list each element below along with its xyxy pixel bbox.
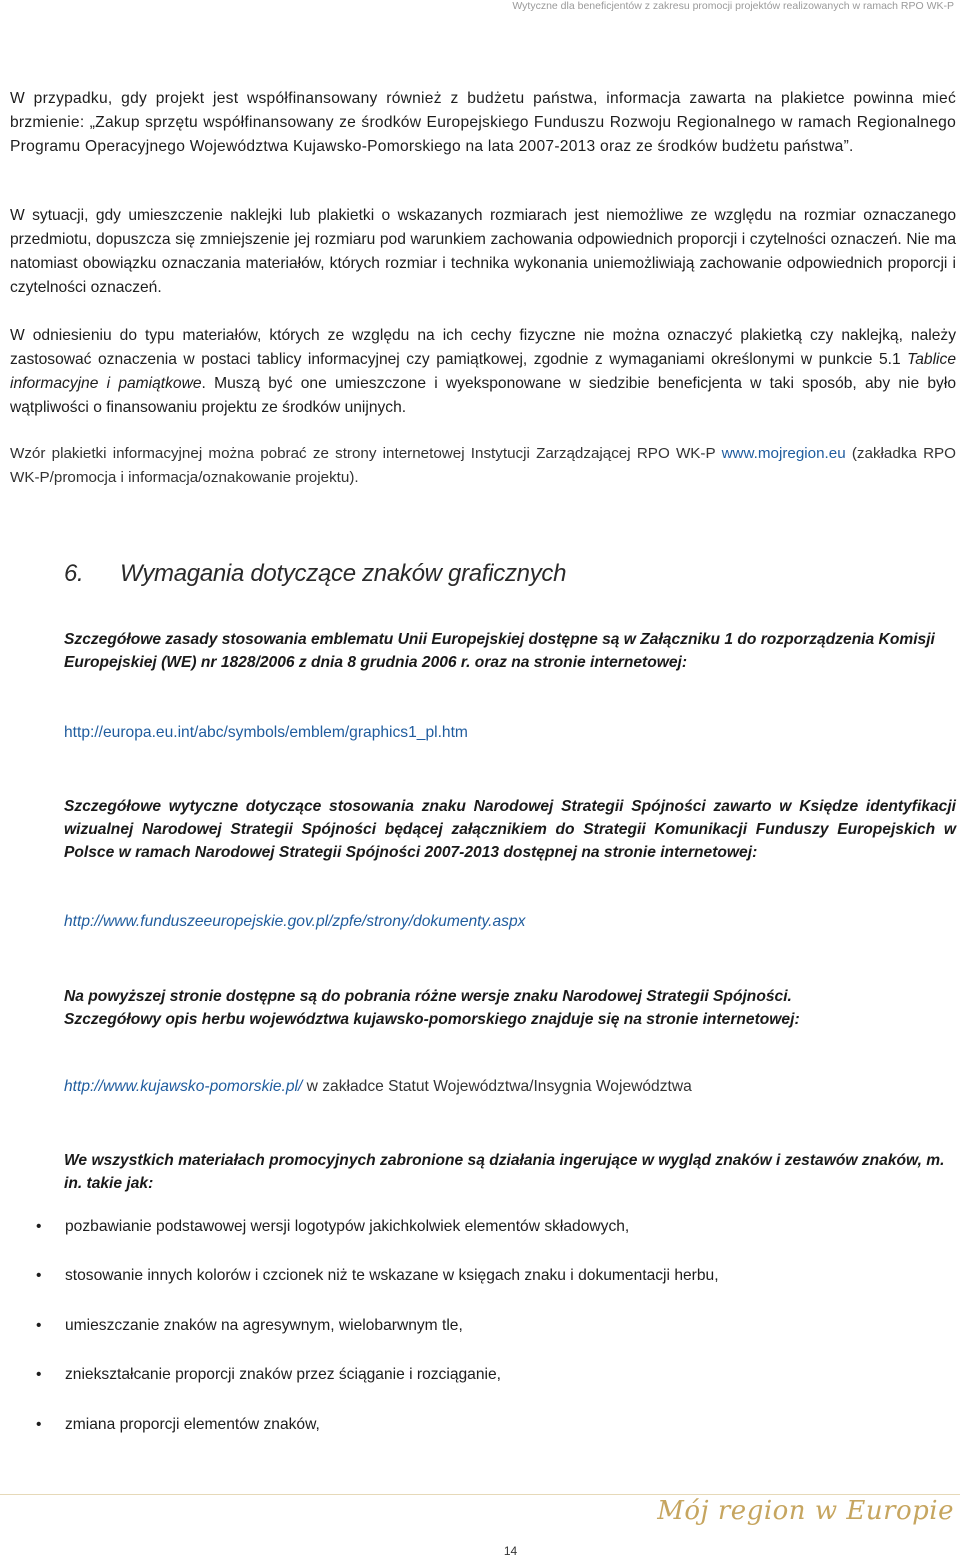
p3-italic-reference: Tablice informacyjne i pamiątkowe xyxy=(10,351,956,392)
section-title: Wymagania dotyczące znaków graficznych xyxy=(120,559,567,587)
list-item xyxy=(36,1317,463,1335)
p3-text-start: W odniesieniu do typu materiałów, których ze względu na ich cechy fizyczne nie można oznaczyć plakietką czy naklejką, należy zastosować oznaczenia w postaci tablicy informacyjnej czy pamiątkowej, zgodnie z wymaganiami określonymi w punkcie 5.1 xyxy=(10,327,956,368)
kujawsko-pomorskie-link[interactable]: http://www.kujawsko-pomorskie.pl/ xyxy=(64,1078,303,1095)
list-item-text: zmiana proporcji elementów znaków, xyxy=(65,1416,320,1433)
bullet-icon: • xyxy=(36,1218,42,1235)
bullet-icon: • xyxy=(36,1267,42,1284)
nss-identity-rules: Szczegółowe wytyczne dotyczące stosowania znaku Narodowej Strategii Spójności zawarto w Księdze identyfikacji wizualnej Narodowej Strategii Spójności będącej załącznikiem do Strategii Komunikacji Funduszy Europejskich w Polsce w ramach Narodowej Strategii Spójności 2007-2013 dostępnej na stronie internetowej: xyxy=(64,798,956,861)
brand-logo: Mój region w Europie xyxy=(657,1496,954,1526)
bullet-icon: • xyxy=(36,1416,42,1433)
bullet-icon: • xyxy=(36,1317,42,1334)
paragraph-cofinancing: W przypadku, gdy projekt jest współfinansowany również z budżetu państwa, informacja zawarta na plakietce powinna mieć brzmienie: „Zakup sprzętu współfinansowany ze środków Europejskiego Funduszu Rozwoju Regionalnego w ramach Regionalnego Programu Operacyjnego Województwa Kujawsko-Pomorskiego na lata 2007-2013 oraz ze środków budżetu państwa”. xyxy=(10,90,956,155)
kujawsko-pomorskie-note: w zakładce Statut Województwa/Insygnia Województwa xyxy=(302,1078,692,1095)
running-header: Wytyczne dla beneficjentów z zakresu promocji projektów realizowanych w ramach RPO WK-P xyxy=(512,0,954,12)
b3-line-1: Na powyższej stronie dostępne są do pobrania różne wersje znaku Narodowej Strategii Spójności. xyxy=(64,988,792,1005)
p3-text-end: . Muszą być one umieszczone i wyeksponowane w siedzibie beneficjenta w taki sposób, aby nie było wątpliwości o finansowaniu projektu ze środków unijnych. xyxy=(10,375,956,416)
paragraph-information-board xyxy=(10,324,956,420)
fundusze-link[interactable]: http://www.funduszeeuropejskie.gov.pl/zpfe/strony/dokumenty.aspx xyxy=(64,913,526,930)
page-number: 14 xyxy=(503,1544,518,1558)
list-item xyxy=(36,1416,320,1434)
paragraph-sticker-size: W sytuacji, gdy umieszczenie naklejki lub plakietki o wskazanych rozmiarach jest niemożliwe ze względu na rozmiar oznaczanego przedmiotu, dopuszcza się zmniejszenie jej rozmiaru pod warunkiem zachowania odpowiednich proporcji i czytelności oznaczeń. Nie ma natomiast obowiązku oznaczania materiałów, których rozmiar i technika wykonania uniemożliwiają zachowanie odpowiednich proporcji i czytelności oznaczeń. xyxy=(10,207,956,296)
paragraph-template-download xyxy=(10,442,956,490)
list-item-text: stosowanie innych kolorów i czcionek niż te wskazane w księgach znaku i dokumentacji herbu, xyxy=(65,1267,719,1284)
nss-versions-and-coat-of-arms xyxy=(64,985,956,1031)
list-item-text: zniekształcanie proporcji znaków przez ściąganie i rozciąganie, xyxy=(65,1366,501,1383)
list-item xyxy=(36,1267,719,1285)
list-item-text: pozbawianie podstawowej wersji logotypów jakichkolwiek elementów składowych, xyxy=(65,1218,630,1235)
list-item xyxy=(36,1366,501,1384)
list-item-text: umieszczanie znaków na agresywnym, wielobarwnym tle, xyxy=(65,1317,463,1334)
section-number: 6. xyxy=(64,559,84,587)
p4-text-start: Wzór plakietki informacyjnej można pobrać ze strony internetowej Instytucji Zarządzającej RPO WK-P xyxy=(10,445,722,462)
b3-line-2: Szczegółowy opis herbu województwa kujawsko-pomorskiego znajduje się na stronie internetowej: xyxy=(64,1011,800,1028)
prohibited-actions-intro: We wszystkich materiałach promocyjnych zabronione są działania ingerujące w wygląd znaków i zestawów znaków, m. in. takie jak: xyxy=(64,1152,945,1192)
eu-emblem-rules: Szczegółowe zasady stosowania emblematu Unii Europejskiej dostępne są w Załączniku 1 do rozporządzenia Komisji Europejskiej (WE) nr 1828/2006 z dnia 8 grudnia 2006 r. oraz na stronie internetowej: xyxy=(64,631,935,671)
europa-link[interactable]: http://europa.eu.int/abc/symbols/emblem/graphics1_pl.htm xyxy=(64,724,468,741)
list-item xyxy=(36,1218,629,1236)
footer-divider xyxy=(0,1494,960,1495)
bullet-icon: • xyxy=(36,1366,42,1383)
section-heading xyxy=(64,560,566,588)
p4-text-end: (zakładka RPO WK-P/promocja i informacja/oznakowanie projektu). xyxy=(10,445,956,486)
kujawsko-pomorskie-line xyxy=(64,1078,692,1096)
mojregion-link[interactable]: www.mojregion.eu xyxy=(721,445,846,462)
